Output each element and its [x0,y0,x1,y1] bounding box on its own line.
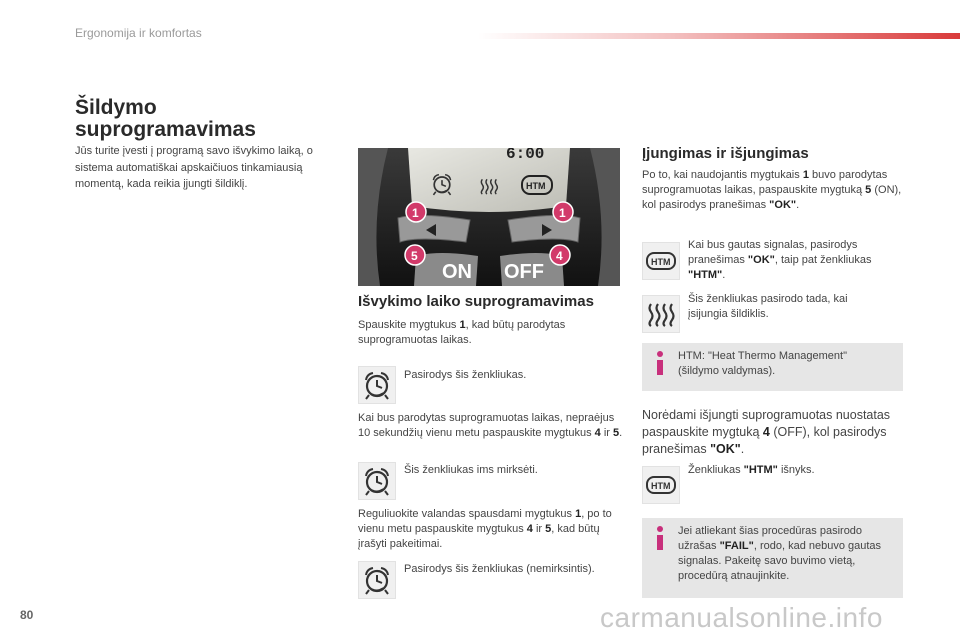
htm-icon-label: HTM [651,481,671,491]
clock-icon [358,366,396,404]
clock-icon-caption-2: Šis ženkliukas ims mirksėti. [404,464,538,476]
header-divider [478,33,960,39]
clock-icon-caption-3: Pasirodys šis ženkliukas (nemirksintis). [404,563,595,575]
on-button-label: ON [442,261,472,283]
heating-icon [642,295,680,333]
page-title: Šildymo suprogramavimas [75,96,256,141]
onoff-step2: Norėdami išjungti suprogramuotas nuostatas paspauskite mygtuką 4 (OFF), kol pasirodys pranešimas "OK". [642,408,891,456]
htm-icon-caption: Kai bus gautas signalas, pasirodys pranešimas "OK", taip pat ženkliukas "HTM". [688,239,872,281]
htm-icon [642,242,680,280]
htm-icon [642,466,680,504]
page-number: 80 [20,608,34,622]
callout-5: 5 [411,249,418,263]
intro-text: Jūs turite įvesti į programą savo išvykimo laiką, o sistema automatiškai apskaičiuos tinkamiausią momentą, kada reikia įjungti šildiklį. [75,145,313,190]
htm-disappears-caption: Ženkliukas "HTM" išnyks. [688,464,815,476]
heating-icon-caption: Šis ženkliukas pasirodo tada, kai įsijungia šildiklis. [688,293,848,320]
departure-heading: Išvykimo laiko suprogramavimas [358,293,594,310]
callout-1-left: 1 [412,206,419,220]
onoff-step1: Po to, kai naudojantis mygtukais 1 buvo parodytas suprogramuotas laikas, paspauskite mygtuką 5 (ON), kol pasirodys pranešimas "OK". [642,169,902,211]
departure-step1: Spauskite mygtukus 1, kad būtų parodytas suprogramuotas laikas. [358,319,566,346]
watermark: carmanualsonline.info [600,602,883,633]
info-icon [652,351,668,375]
clock-icon-caption-1: Pasirodys šis ženkliukas. [404,369,527,381]
page-header: Ergonomija ir komfortas [75,26,202,40]
departure-step3: Reguliuokite valandas spausdami mygtukus 1, po to vienu metu paspauskite mygtukus 4 ir 5, kad būtų įrašyti pakeitimai. [358,508,612,550]
info-note-fail: Jei atliekant šias procedūras pasirodo užrašas "FAIL", rodo, kad nebuvo gautas signalas. Pakeitę savo buvimo vietą, procedūrą atnaujinkite. [642,518,903,598]
time-display: 6:00 [506,148,545,163]
info-note-htm: HTM: "Heat Thermo Management" (šildymo valdymas). [642,343,903,391]
off-button-label: OFF [504,261,544,283]
info-icon [652,526,668,550]
departure-step2: Kai bus parodytas suprogramuotas laikas, nepraėjus 10 sekundžių vienu metu paspauskite mygtukus 4 ir 5. [358,412,623,439]
htm-icon-label: HTM [651,257,671,267]
onoff-heading: Įjungimas ir išjungimas [642,145,809,162]
clock-icon [358,561,396,599]
htm-display-label: HTM [526,181,546,191]
callout-1-right: 1 [559,206,566,220]
clock-icon [358,462,396,500]
remote-control-photo [358,148,620,286]
callout-4: 4 [556,249,563,263]
